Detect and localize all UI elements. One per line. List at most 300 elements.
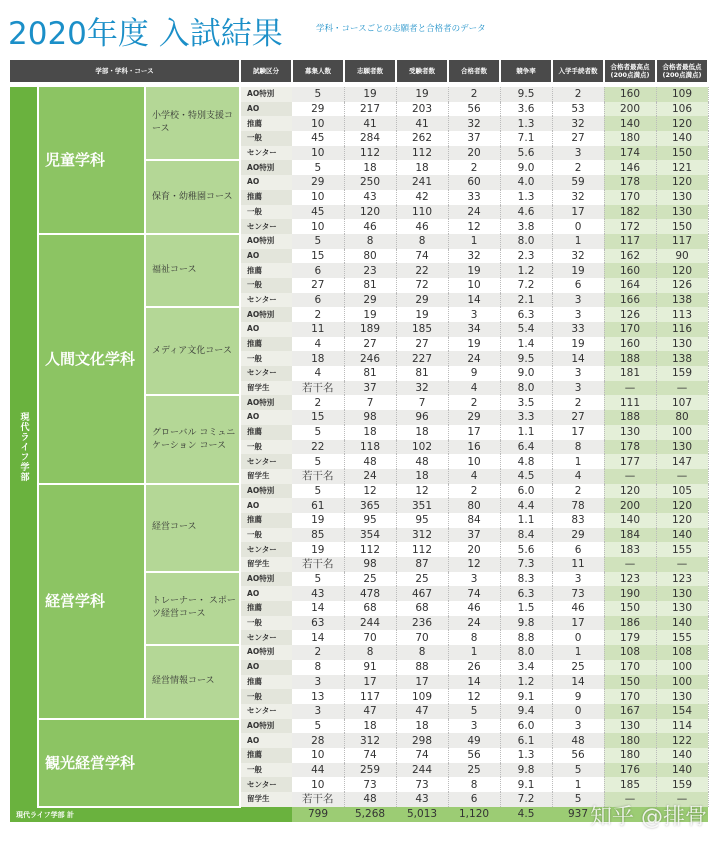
cell-min-score: 150 [656, 219, 708, 234]
cell-applicants: 189 [344, 322, 396, 337]
cell-enrolled: 9 [552, 689, 604, 704]
cell-quota: 5 [292, 87, 344, 102]
cell-enrolled: 11 [552, 557, 604, 572]
cell-examinees: 18 [396, 469, 448, 484]
cell-max-score: 188 [604, 410, 656, 425]
table-row [10, 719, 708, 734]
cell-max-score: 140 [604, 116, 656, 131]
cell-quota: 13 [292, 689, 344, 704]
cell-min-score: 138 [656, 293, 708, 308]
cell-quota: 2 [292, 645, 344, 660]
cell-max-score: 179 [604, 630, 656, 645]
exam-type: 推薦 [240, 601, 292, 616]
cell-min-score: 120 [656, 263, 708, 278]
cell-min-score: 116 [656, 322, 708, 337]
cell-max-score: 185 [604, 777, 656, 792]
cell-enrolled: 33 [552, 322, 604, 337]
cell-applicants: 25 [344, 572, 396, 587]
cell-min-score: 120 [656, 498, 708, 513]
cell-quota: 11 [292, 322, 344, 337]
cell-min-score: 114 [656, 719, 708, 734]
cell-min-score: 130 [656, 205, 708, 220]
cell-examinees: 18 [396, 160, 448, 175]
cell-ratio: 3.4 [500, 660, 552, 675]
header-ratio: 競争率 [500, 60, 552, 82]
exam-type: 推薦 [240, 263, 292, 278]
cell-applicants: 7 [344, 395, 396, 410]
exam-type: AO [240, 733, 292, 748]
exam-type: 一般 [240, 278, 292, 293]
cell-applicants: 91 [344, 660, 396, 675]
cell-quota: 3 [292, 704, 344, 719]
cell-applicants: 18 [344, 160, 396, 175]
cell-enrolled: 73 [552, 586, 604, 601]
cell-enrolled: 2 [552, 87, 604, 102]
cell-enrolled: 14 [552, 351, 604, 366]
exam-type: AO特別 [240, 645, 292, 660]
cell-quota: 4 [292, 337, 344, 352]
cell-ratio: 1.2 [500, 263, 552, 278]
cell-examinees: 96 [396, 410, 448, 425]
cell-applicants: 8 [344, 645, 396, 660]
total-examinees: 5,013 [396, 807, 448, 822]
course-name: 経営コース [145, 484, 240, 572]
cell-enrolled: 32 [552, 190, 604, 205]
cell-enrolled: 17 [552, 205, 604, 220]
cell-ratio: 3.3 [500, 410, 552, 425]
course-name: グローバル コミュニケーション コース [145, 395, 240, 483]
cell-max-score: 180 [604, 131, 656, 146]
cell-applicants: 8 [344, 234, 396, 249]
exam-type: 留学生 [240, 557, 292, 572]
cell-quota: 43 [292, 586, 344, 601]
course-name: メディア文化コース [145, 307, 240, 395]
cell-enrolled: 14 [552, 675, 604, 690]
cell-quota: 5 [292, 234, 344, 249]
exam-type: 一般 [240, 763, 292, 778]
cell-passed: 19 [448, 263, 500, 278]
cell-enrolled: 56 [552, 748, 604, 763]
cell-enrolled: 25 [552, 660, 604, 675]
cell-min-score: — [656, 557, 708, 572]
cell-examinees: 46 [396, 219, 448, 234]
cell-min-score: 147 [656, 454, 708, 469]
cell-applicants: 120 [344, 205, 396, 220]
exam-type: 留学生 [240, 792, 292, 807]
cell-passed: 20 [448, 542, 500, 557]
exam-type: 一般 [240, 528, 292, 543]
exam-type: センター [240, 293, 292, 308]
cell-examinees: 42 [396, 190, 448, 205]
cell-ratio: 6.0 [500, 719, 552, 734]
cell-quota: 27 [292, 278, 344, 293]
cell-applicants: 41 [344, 116, 396, 131]
exam-type: AO特別 [240, 395, 292, 410]
cell-min-score: 106 [656, 102, 708, 117]
cell-examinees: 8 [396, 234, 448, 249]
cell-quota: 若干名 [292, 557, 344, 572]
header-passed: 合格者数 [448, 60, 500, 82]
cell-quota: 5 [292, 484, 344, 499]
cell-min-score: — [656, 381, 708, 396]
cell-min-score: 138 [656, 351, 708, 366]
cell-quota: 2 [292, 395, 344, 410]
cell-passed: 2 [448, 484, 500, 499]
exam-type: 一般 [240, 440, 292, 455]
cell-quota: 15 [292, 410, 344, 425]
cell-max-score: 178 [604, 440, 656, 455]
cell-enrolled: 32 [552, 249, 604, 264]
exam-type: 推薦 [240, 190, 292, 205]
cell-min-score: 154 [656, 704, 708, 719]
cell-passed: 32 [448, 249, 500, 264]
cell-passed: 2 [448, 87, 500, 102]
cell-enrolled: 3 [552, 366, 604, 381]
cell-ratio: 5.4 [500, 322, 552, 337]
cell-enrolled: 1 [552, 234, 604, 249]
cell-examinees: 87 [396, 557, 448, 572]
cell-min-score: 100 [656, 675, 708, 690]
cell-min-score: 155 [656, 630, 708, 645]
cell-examinees: 74 [396, 748, 448, 763]
cell-ratio: 8.0 [500, 234, 552, 249]
cell-passed: 10 [448, 278, 500, 293]
cell-ratio: 7.2 [500, 278, 552, 293]
cell-ratio: 5.6 [500, 146, 552, 161]
cell-max-score: 183 [604, 542, 656, 557]
cell-examinees: 18 [396, 719, 448, 734]
cell-enrolled: 3 [552, 307, 604, 322]
cell-min-score: 90 [656, 249, 708, 264]
cell-min-score: 105 [656, 484, 708, 499]
cell-applicants: 217 [344, 102, 396, 117]
cell-examinees: 262 [396, 131, 448, 146]
cell-min-score: 117 [656, 234, 708, 249]
cell-quota: 44 [292, 763, 344, 778]
cell-applicants: 81 [344, 278, 396, 293]
cell-examinees: 47 [396, 704, 448, 719]
cell-passed: 25 [448, 763, 500, 778]
exam-type: 一般 [240, 131, 292, 146]
cell-passed: 5 [448, 704, 500, 719]
cell-max-score: 200 [604, 498, 656, 513]
cell-applicants: 23 [344, 263, 396, 278]
cell-ratio: 7.2 [500, 792, 552, 807]
exam-type: AO [240, 410, 292, 425]
cell-applicants: 118 [344, 440, 396, 455]
table-row [10, 484, 708, 499]
exam-type: 推薦 [240, 425, 292, 440]
cell-examinees: 17 [396, 675, 448, 690]
cell-examinees: 8 [396, 645, 448, 660]
exam-type: センター [240, 366, 292, 381]
cell-ratio: 1.1 [500, 513, 552, 528]
cell-quota: 28 [292, 733, 344, 748]
cell-max-score: 117 [604, 234, 656, 249]
cell-passed: 14 [448, 675, 500, 690]
cell-applicants: 18 [344, 425, 396, 440]
cell-quota: 85 [292, 528, 344, 543]
cell-applicants: 246 [344, 351, 396, 366]
cell-enrolled: 83 [552, 513, 604, 528]
cell-min-score: 150 [656, 146, 708, 161]
cell-quota: 5 [292, 160, 344, 175]
cell-quota: 18 [292, 351, 344, 366]
cell-ratio: 8.4 [500, 528, 552, 543]
cell-min-score: 120 [656, 116, 708, 131]
exam-type: AO [240, 102, 292, 117]
cell-applicants: 43 [344, 190, 396, 205]
cell-max-score: 172 [604, 219, 656, 234]
cell-enrolled: 5 [552, 792, 604, 807]
cell-quota: 22 [292, 440, 344, 455]
cell-passed: 74 [448, 586, 500, 601]
cell-min-score: 113 [656, 307, 708, 322]
cell-examinees: 102 [396, 440, 448, 455]
cell-enrolled: 1 [552, 777, 604, 792]
cell-applicants: 250 [344, 175, 396, 190]
exam-type: 推薦 [240, 748, 292, 763]
cell-quota: 10 [292, 748, 344, 763]
cell-applicants: 24 [344, 469, 396, 484]
cell-quota: 45 [292, 131, 344, 146]
cell-max-score: 167 [604, 704, 656, 719]
cell-ratio: 9.5 [500, 351, 552, 366]
cell-passed: 37 [448, 528, 500, 543]
cell-passed: 33 [448, 190, 500, 205]
course-name: 保育・幼稚園コース [145, 160, 240, 233]
cell-applicants: 18 [344, 719, 396, 734]
cell-max-score: 178 [604, 175, 656, 190]
cell-max-score: 182 [604, 205, 656, 220]
table-row [10, 87, 708, 102]
cell-min-score: 126 [656, 278, 708, 293]
cell-enrolled: 3 [552, 572, 604, 587]
cell-enrolled: 59 [552, 175, 604, 190]
cell-quota: 10 [292, 777, 344, 792]
cell-passed: 1 [448, 645, 500, 660]
cell-ratio: 9.1 [500, 689, 552, 704]
cell-max-score: 130 [604, 425, 656, 440]
cell-ratio: 4.8 [500, 454, 552, 469]
cell-examinees: 112 [396, 542, 448, 557]
cell-applicants: 112 [344, 542, 396, 557]
cell-passed: 8 [448, 777, 500, 792]
exam-type: センター [240, 219, 292, 234]
exam-type: センター [240, 630, 292, 645]
cell-max-score: 160 [604, 263, 656, 278]
department-name: 児童学科 [38, 87, 145, 234]
cell-ratio: 1.3 [500, 190, 552, 205]
exam-type: AO [240, 322, 292, 337]
cell-enrolled: 0 [552, 630, 604, 645]
cell-min-score: 123 [656, 572, 708, 587]
cell-examinees: 203 [396, 102, 448, 117]
cell-examinees: 43 [396, 792, 448, 807]
cell-max-score: 170 [604, 322, 656, 337]
cell-enrolled: 78 [552, 498, 604, 513]
cell-passed: 4 [448, 381, 500, 396]
cell-applicants: 244 [344, 616, 396, 631]
cell-examinees: 467 [396, 586, 448, 601]
cell-min-score: — [656, 469, 708, 484]
cell-max-score: 170 [604, 660, 656, 675]
cell-max-score: 174 [604, 146, 656, 161]
cell-examinees: 19 [396, 87, 448, 102]
cell-max-score: 184 [604, 528, 656, 543]
cell-passed: 29 [448, 410, 500, 425]
cell-applicants: 95 [344, 513, 396, 528]
cell-passed: 49 [448, 733, 500, 748]
cell-ratio: 9.0 [500, 160, 552, 175]
cell-examinees: 110 [396, 205, 448, 220]
cell-examinees: 48 [396, 454, 448, 469]
cell-passed: 84 [448, 513, 500, 528]
cell-ratio: 6.0 [500, 484, 552, 499]
cell-passed: 24 [448, 351, 500, 366]
cell-max-score: — [604, 469, 656, 484]
cell-examinees: 88 [396, 660, 448, 675]
exam-type: 推薦 [240, 116, 292, 131]
cell-quota: 5 [292, 454, 344, 469]
header-applicants: 志願者数 [344, 60, 396, 82]
cell-examinees: 25 [396, 572, 448, 587]
cell-enrolled: 0 [552, 219, 604, 234]
cell-examinees: 351 [396, 498, 448, 513]
cell-quota: 29 [292, 175, 344, 190]
cell-examinees: 244 [396, 763, 448, 778]
cell-passed: 60 [448, 175, 500, 190]
cell-max-score: 180 [604, 733, 656, 748]
cell-applicants: 365 [344, 498, 396, 513]
cell-applicants: 259 [344, 763, 396, 778]
cell-examinees: 72 [396, 278, 448, 293]
header-course: 学部・学科・コース [10, 60, 240, 82]
cell-enrolled: 2 [552, 160, 604, 175]
cell-enrolled: 48 [552, 733, 604, 748]
cell-quota: 3 [292, 675, 344, 690]
cell-max-score: 188 [604, 351, 656, 366]
total-enrolled: 937 [552, 807, 604, 822]
cell-max-score: 166 [604, 293, 656, 308]
exam-type: 一般 [240, 351, 292, 366]
cell-enrolled: 3 [552, 719, 604, 734]
cell-passed: 80 [448, 498, 500, 513]
cell-quota: 若干名 [292, 381, 344, 396]
cell-enrolled: 8 [552, 440, 604, 455]
cell-applicants: 37 [344, 381, 396, 396]
exam-type: 推薦 [240, 513, 292, 528]
cell-min-score: 140 [656, 616, 708, 631]
department-name: 人間文化学科 [38, 234, 145, 484]
cell-quota: 63 [292, 616, 344, 631]
cell-enrolled: 19 [552, 337, 604, 352]
cell-examinees: 236 [396, 616, 448, 631]
exam-type: AO特別 [240, 160, 292, 175]
exam-type: AO特別 [240, 307, 292, 322]
cell-ratio: 4.0 [500, 175, 552, 190]
cell-applicants: 12 [344, 484, 396, 499]
cell-max-score: 186 [604, 616, 656, 631]
cell-max-score: 177 [604, 454, 656, 469]
cell-enrolled: 32 [552, 116, 604, 131]
cell-ratio: 5.6 [500, 542, 552, 557]
cell-passed: 46 [448, 601, 500, 616]
cell-max-score: 176 [604, 763, 656, 778]
cell-applicants: 29 [344, 293, 396, 308]
exam-type: 推薦 [240, 675, 292, 690]
cell-min-score: 140 [656, 748, 708, 763]
cell-examinees: 241 [396, 175, 448, 190]
cell-passed: 17 [448, 425, 500, 440]
cell-passed: 37 [448, 131, 500, 146]
cell-ratio: 3.8 [500, 219, 552, 234]
cell-ratio: 1.1 [500, 425, 552, 440]
cell-applicants: 98 [344, 557, 396, 572]
cell-ratio: 9.1 [500, 777, 552, 792]
cell-examinees: 18 [396, 425, 448, 440]
exam-type: 留学生 [240, 381, 292, 396]
cell-ratio: 3.6 [500, 102, 552, 117]
header-quota: 募集人数 [292, 60, 344, 82]
cell-min-score: 120 [656, 175, 708, 190]
cell-examinees: 27 [396, 337, 448, 352]
exam-type: AO特別 [240, 234, 292, 249]
exam-type: センター [240, 777, 292, 792]
admission-results-table [10, 60, 709, 822]
cell-min-score: 100 [656, 425, 708, 440]
cell-applicants: 19 [344, 307, 396, 322]
cell-min-score: 130 [656, 337, 708, 352]
cell-min-score: — [656, 792, 708, 807]
cell-examinees: 95 [396, 513, 448, 528]
table-header-row [10, 60, 708, 82]
cell-min-score: 107 [656, 395, 708, 410]
cell-applicants: 19 [344, 87, 396, 102]
cell-min-score: 109 [656, 87, 708, 102]
exam-type: AO [240, 660, 292, 675]
cell-applicants: 73 [344, 777, 396, 792]
cell-min-score: 140 [656, 131, 708, 146]
cell-quota: 45 [292, 205, 344, 220]
cell-applicants: 48 [344, 792, 396, 807]
cell-passed: 1 [448, 234, 500, 249]
cell-examinees: 73 [396, 777, 448, 792]
cell-enrolled: 3 [552, 381, 604, 396]
cell-passed: 14 [448, 293, 500, 308]
header-exam-type: 試験区分 [240, 60, 292, 82]
course-name: トレーナー・ スポーツ経営コース [145, 572, 240, 645]
exam-type: AO [240, 498, 292, 513]
cell-enrolled: 1 [552, 645, 604, 660]
cell-max-score: 170 [604, 689, 656, 704]
cell-examinees: 32 [396, 381, 448, 396]
cell-applicants: 68 [344, 601, 396, 616]
exam-type: AO特別 [240, 572, 292, 587]
exam-type: 一般 [240, 689, 292, 704]
exam-type: AO [240, 249, 292, 264]
cell-quota: 6 [292, 263, 344, 278]
cell-passed: 16 [448, 440, 500, 455]
cell-min-score: 122 [656, 733, 708, 748]
cell-passed: 3 [448, 307, 500, 322]
cell-quota: 6 [292, 293, 344, 308]
cell-passed: 19 [448, 337, 500, 352]
cell-applicants: 98 [344, 410, 396, 425]
cell-max-score: 164 [604, 278, 656, 293]
cell-passed: 10 [448, 454, 500, 469]
cell-enrolled: 17 [552, 616, 604, 631]
